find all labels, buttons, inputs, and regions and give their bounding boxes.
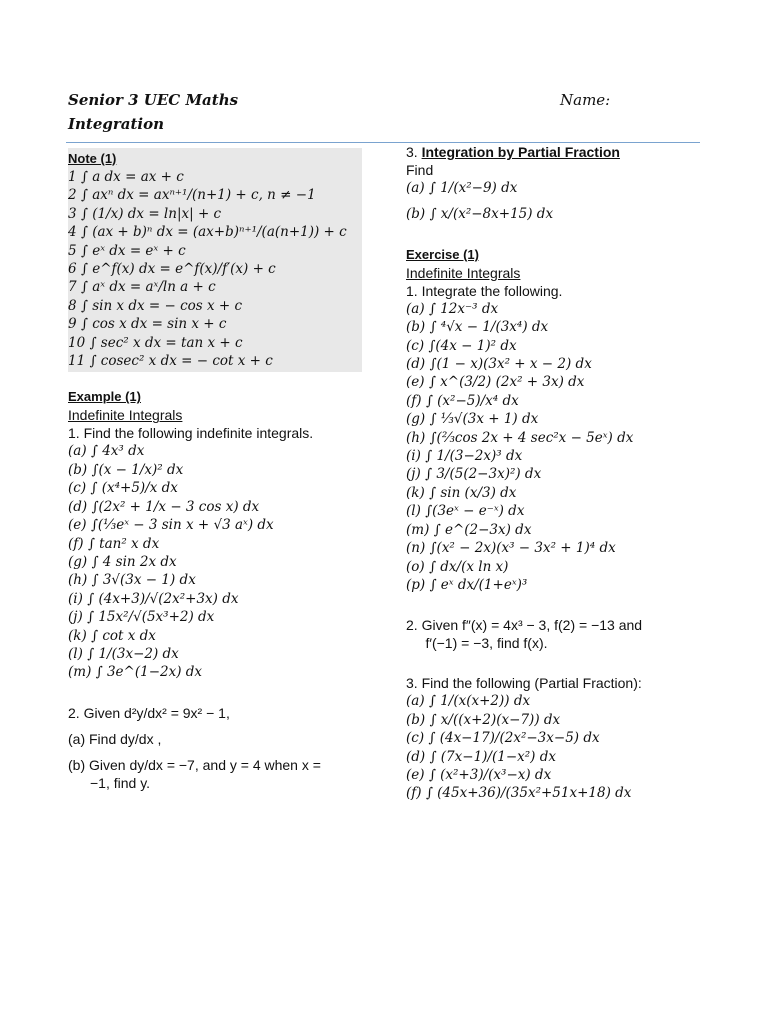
- example-item: (f) ∫ tan² x dx: [68, 535, 160, 552]
- partial-fraction-section: [406, 143, 706, 224]
- note-title: Note (1): [68, 151, 117, 166]
- partial-item: (b) ∫ x/(x²−8x+15) dx: [406, 206, 554, 223]
- partial-fraction-number: 3.: [406, 144, 418, 160]
- example-section: [68, 388, 368, 791]
- note-item: 4 ∫ (ax + b)ⁿ dx = (ax+b)ⁿ⁺¹/(a(n+1)) + c: [68, 224, 347, 241]
- exercise-item: (f) ∫ (x²−5)/x⁴ dx: [406, 392, 519, 409]
- exercise-item: (k) ∫ sin (x/3) dx: [406, 484, 517, 501]
- note-item: 8 ∫ sin x dx = − cos x + c: [68, 297, 243, 314]
- note-item: 10 ∫ sec² x dx = tan x + c: [68, 334, 243, 351]
- note-item: 7 ∫ aˣ dx = aˣ/ln a + c: [68, 279, 216, 296]
- example-item: (m) ∫ 3e^(1−2x) dx: [68, 664, 203, 681]
- note-item: 3 ∫ (1/x) dx = ln|x| + c: [68, 205, 222, 222]
- example-title: Example (1): [68, 389, 141, 405]
- partial-find-label: Find: [406, 162, 434, 178]
- partial-item: (a) ∫ 1/(x²−9) dx: [406, 180, 518, 196]
- example-item: (a) ∫ 4x³ dx: [68, 443, 145, 460]
- exercise-pf-item: (a) ∫ 1/(x(x+2)) dx: [406, 693, 531, 710]
- exercise-item: (n) ∫(x² − 2x)(x³ − 3x² + 1)⁴ dx: [406, 540, 616, 557]
- exercise-item: (d) ∫(1 − x)(3x² + x − 2) dx: [406, 356, 592, 373]
- page-header: [68, 88, 700, 142]
- example-question-1: 1. Find the following indefinite integrals.: [68, 425, 314, 442]
- note-item: 11 ∫ cosec² x dx = − cot x + c: [68, 353, 273, 370]
- example-question-2a: (a) Find dy/dx ,: [68, 730, 162, 747]
- left-column: [68, 148, 368, 792]
- note-box: [68, 148, 362, 372]
- right-column: [406, 143, 706, 803]
- course-name: Senior 3 UEC Maths: [68, 91, 239, 109]
- example-item: (j) ∫ 15x²/√(5x³+2) dx: [68, 609, 215, 626]
- partial-fraction-heading: [406, 143, 706, 161]
- exercise-title: Exercise (1): [406, 246, 479, 262]
- exercise-item: (g) ∫ ⅓√(3x + 1) dx: [406, 411, 539, 428]
- example-question-2b: (b) Given dy/dx = −7, and y = 4 when x =: [68, 756, 321, 773]
- exercise-item: (j) ∫ 3/(5(2−3x)²) dx: [406, 466, 542, 483]
- exercise-pf-item: (d) ∫ (7x−1)/(1−x²) dx: [406, 748, 556, 765]
- example-item: (l) ∫ 1/(3x−2) dx: [68, 645, 179, 662]
- example-item: (e) ∫(⅓eˣ − 3 sin x + √3 aˣ) dx: [68, 517, 274, 534]
- example-item: (d) ∫(2x² + 1/x − 3 cos x) dx: [68, 498, 260, 515]
- example-item: (k) ∫ cot x dx: [68, 627, 156, 644]
- exercise-subtitle: Indefinite Integrals: [406, 264, 521, 281]
- example-question-2: 2. Given d²y/dx² = 9x² − 1,: [68, 704, 230, 721]
- exercise-pf-item: (e) ∫ (x²+3)/(x³−x) dx: [406, 766, 552, 783]
- note-item: 5 ∫ eˣ dx = eˣ + c: [68, 242, 186, 259]
- exercise-pf-item: (c) ∫ (4x−17)/(2x²−3x−5) dx: [406, 730, 600, 747]
- exercise-item: (p) ∫ eˣ dx/(1+eˣ)³: [406, 576, 528, 593]
- example-item: (c) ∫ (x⁴+5)/x dx: [68, 480, 178, 497]
- name-label: Name:: [560, 91, 611, 109]
- exercise-item: (i) ∫ 1/(3−2x)³ dx: [406, 448, 523, 465]
- example-item: (g) ∫ 4 sin 2x dx: [68, 553, 177, 570]
- partial-fraction-title: Integration by Partial Fraction: [421, 144, 620, 160]
- note-item: 9 ∫ cos x dx = sin x + c: [68, 316, 227, 333]
- note-item: 1 ∫ a dx = ax + c: [68, 169, 184, 185]
- exercise-question-3: 3. Find the following (Partial Fraction):: [406, 675, 642, 692]
- exercise-section: [406, 246, 706, 803]
- topic-name: Integration: [68, 115, 165, 133]
- exercise-question-2: 2. Given f″(x) = 4x³ − 3, f(2) = −13 and: [406, 617, 643, 634]
- note-item: 6 ∫ e^f(x) dx = e^f(x)/f′(x) + c: [68, 261, 276, 278]
- exercise-question-1: 1. Integrate the following.: [406, 282, 563, 299]
- exercise-pf-item: (b) ∫ x/((x+2)(x−7)) dx: [406, 711, 561, 728]
- exercise-item: (l) ∫(3eˣ − e⁻ˣ) dx: [406, 503, 525, 520]
- note-item: 2 ∫ axⁿ dx = axⁿ⁺¹/(n+1) + c, n ≠ −1: [68, 187, 316, 204]
- example-item: (i) ∫ (4x+3)/√(2x²+3x) dx: [68, 590, 239, 607]
- exercise-item: (h) ∫(⅔cos 2x + 4 sec²x − 5eˣ) dx: [406, 429, 634, 446]
- exercise-item: (e) ∫ x^(3/2) (2x² + 3x) dx: [406, 374, 585, 391]
- course-title: [68, 88, 238, 136]
- exercise-item: (b) ∫ ⁴√x − 1/(3x⁴) dx: [406, 319, 549, 336]
- exercise-pf-item: (f) ∫ (45x+36)/(35x²+51x+18) dx: [406, 785, 632, 802]
- example-subtitle: Indefinite Integrals: [68, 407, 183, 424]
- example-item: (h) ∫ 3√(3x − 1) dx: [68, 572, 196, 589]
- exercise-question-2-cont: f′(−1) = −3, find f(x).: [406, 635, 548, 652]
- exercise-item: (a) ∫ 12x⁻³ dx: [406, 300, 499, 317]
- exercise-item: (c) ∫(4x − 1)² dx: [406, 337, 517, 354]
- exercise-item: (o) ∫ dx/(x ln x): [406, 558, 509, 575]
- example-question-2b-cont: −1, find y.: [90, 774, 151, 791]
- exercise-item: (m) ∫ e^(2−3x) dx: [406, 521, 532, 538]
- example-item: (b) ∫(x − 1/x)² dx: [68, 461, 184, 478]
